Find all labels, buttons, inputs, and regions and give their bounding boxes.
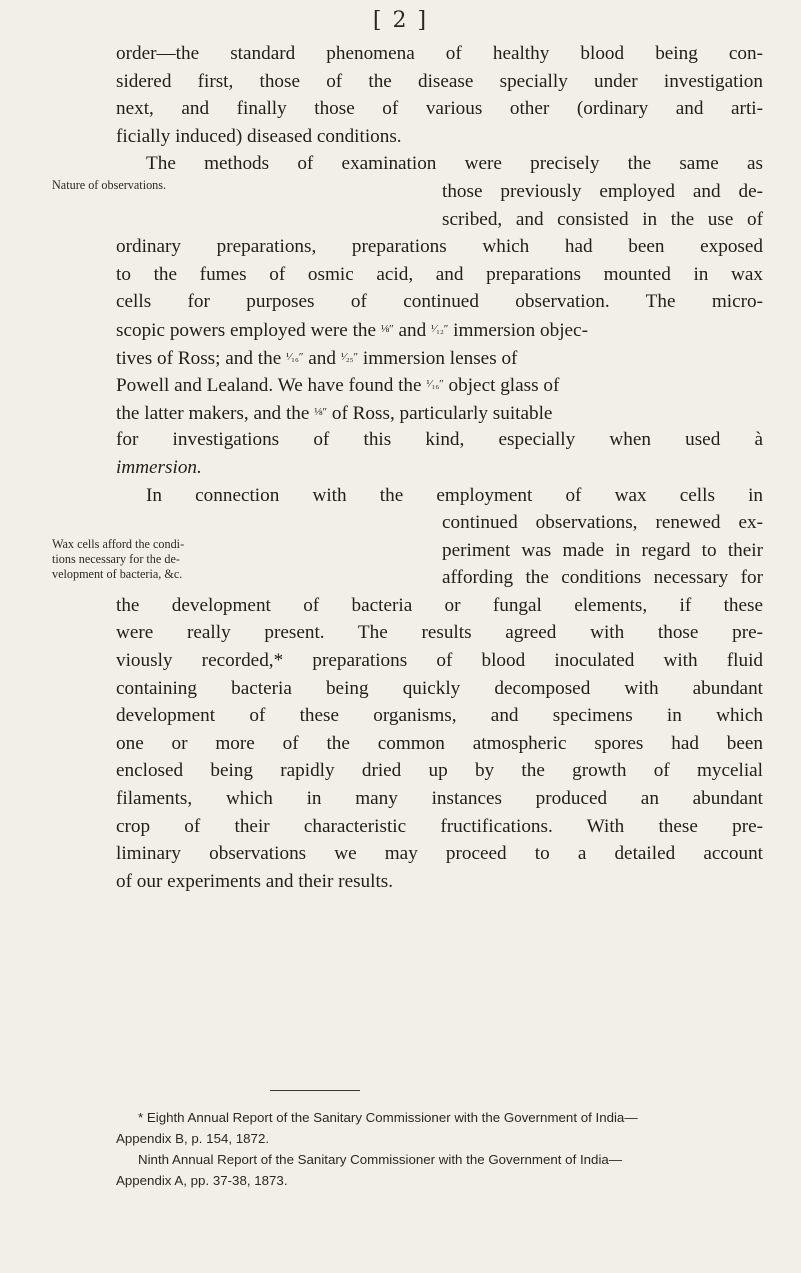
text-segment: Powell and Lealand. We have found the (116, 375, 422, 397)
marginal-note-wax-2: tions necessary for the de- (52, 552, 180, 566)
text-line: next, and finally those of various other (ordinary and arti- (116, 98, 763, 120)
text-line: The methods of examination were precisely the same as (146, 153, 763, 175)
text-line: sidered first, those of the disease specially under investigation (116, 70, 763, 92)
footnote-line: Appendix B, p. 154, 1872. (116, 1131, 270, 1146)
fraction: ⅛″ (314, 405, 328, 418)
text-segment: immersion objec- (453, 319, 588, 341)
text-line (116, 316, 763, 344)
text-segment: the latter makers, and the (116, 402, 310, 424)
text-segment: of Ross, particularly suitable (331, 402, 553, 424)
text-line: development of these organisms, and specimens in which (116, 705, 763, 727)
footnote-rule (270, 1090, 360, 1091)
footnote-line: * Eighth Annual Report of the Sanitary Commissioner with the Government of India— (138, 1110, 638, 1125)
text-line: those previously employed and de- (442, 180, 763, 202)
text-line: affording the conditions necessary for (442, 567, 763, 589)
text-line: ficially induced) diseased conditions. (116, 125, 402, 147)
text-line (116, 399, 763, 427)
text-line (116, 344, 763, 372)
text-line: filaments, which in many instances produced an abundant (116, 788, 763, 810)
text-line: ordinary preparations, preparations which had been exposed (116, 236, 763, 258)
text-line (116, 371, 763, 399)
body-text (116, 40, 763, 895)
page-number: [ 2 ] (372, 8, 429, 33)
fraction: ¹⁄₁₆″ (286, 350, 304, 363)
fraction: ⅛″ (380, 322, 394, 335)
text-line: crop of their characteristic fructifications. With these pre- (116, 815, 763, 837)
text-line: liminary observations we may proceed to a detailed account (116, 843, 763, 865)
text-line: of our experiments and their results. (116, 870, 394, 892)
marginal-note-wax-1: Wax cells afford the condi- (52, 537, 185, 551)
text-segment: and (398, 319, 427, 341)
text-line: one or more of the common atmospheric spores had been (116, 732, 763, 754)
text-line: cells for purposes of continued observation. The micro- (116, 291, 763, 313)
text-segment: tives of Ross; and the (116, 347, 282, 369)
text-line: immersion. (116, 456, 202, 478)
text-line: were really present. The results agreed with those pre- (116, 622, 763, 644)
text-line: to the fumes of osmic acid, and preparations mounted in wax (116, 263, 763, 285)
text-line: continued observations, renewed ex- (442, 512, 763, 534)
footnote-line: Appendix A, pp. 37-38, 1873. (116, 1173, 288, 1188)
text-line: viously recorded,* preparations of blood inoculated with fluid (116, 650, 763, 672)
text-line: enclosed being rapidly dried up by the growth of mycelial (116, 760, 763, 782)
text-segment: immersion lenses of (362, 347, 518, 369)
footnotes (116, 1107, 763, 1191)
text-segment: object glass of (448, 375, 560, 397)
text-line: scribed, and consisted in the use of (442, 208, 763, 230)
text-line: periment was made in regard to their (442, 539, 763, 561)
text-line: containing bacteria being quickly decomposed with abundant (116, 677, 763, 699)
marginal-note-wax-3: velopment of bacteria, &c. (52, 567, 183, 581)
text-segment: scopic powers employed were the (116, 319, 377, 341)
marginal-note-nature: Nature of observations. (52, 178, 167, 192)
text-line: for investigations of this kind, especially when used à (116, 429, 763, 451)
fraction: ¹⁄₂₅″ (340, 350, 359, 363)
fraction: ¹⁄₁₂″ (430, 322, 449, 335)
text-segment: and (308, 347, 336, 369)
text-line: In connection with the employment of wax cells in (146, 484, 763, 506)
text-line: the development of bacteria or fungal elements, if these (116, 594, 763, 616)
fraction: ¹⁄₁₆″ (426, 378, 444, 391)
footnote-line: Ninth Annual Report of the Sanitary Commissioner with the Government of India— (138, 1152, 623, 1167)
text-line: order—the standard phenomena of healthy blood being con- (116, 43, 763, 64)
